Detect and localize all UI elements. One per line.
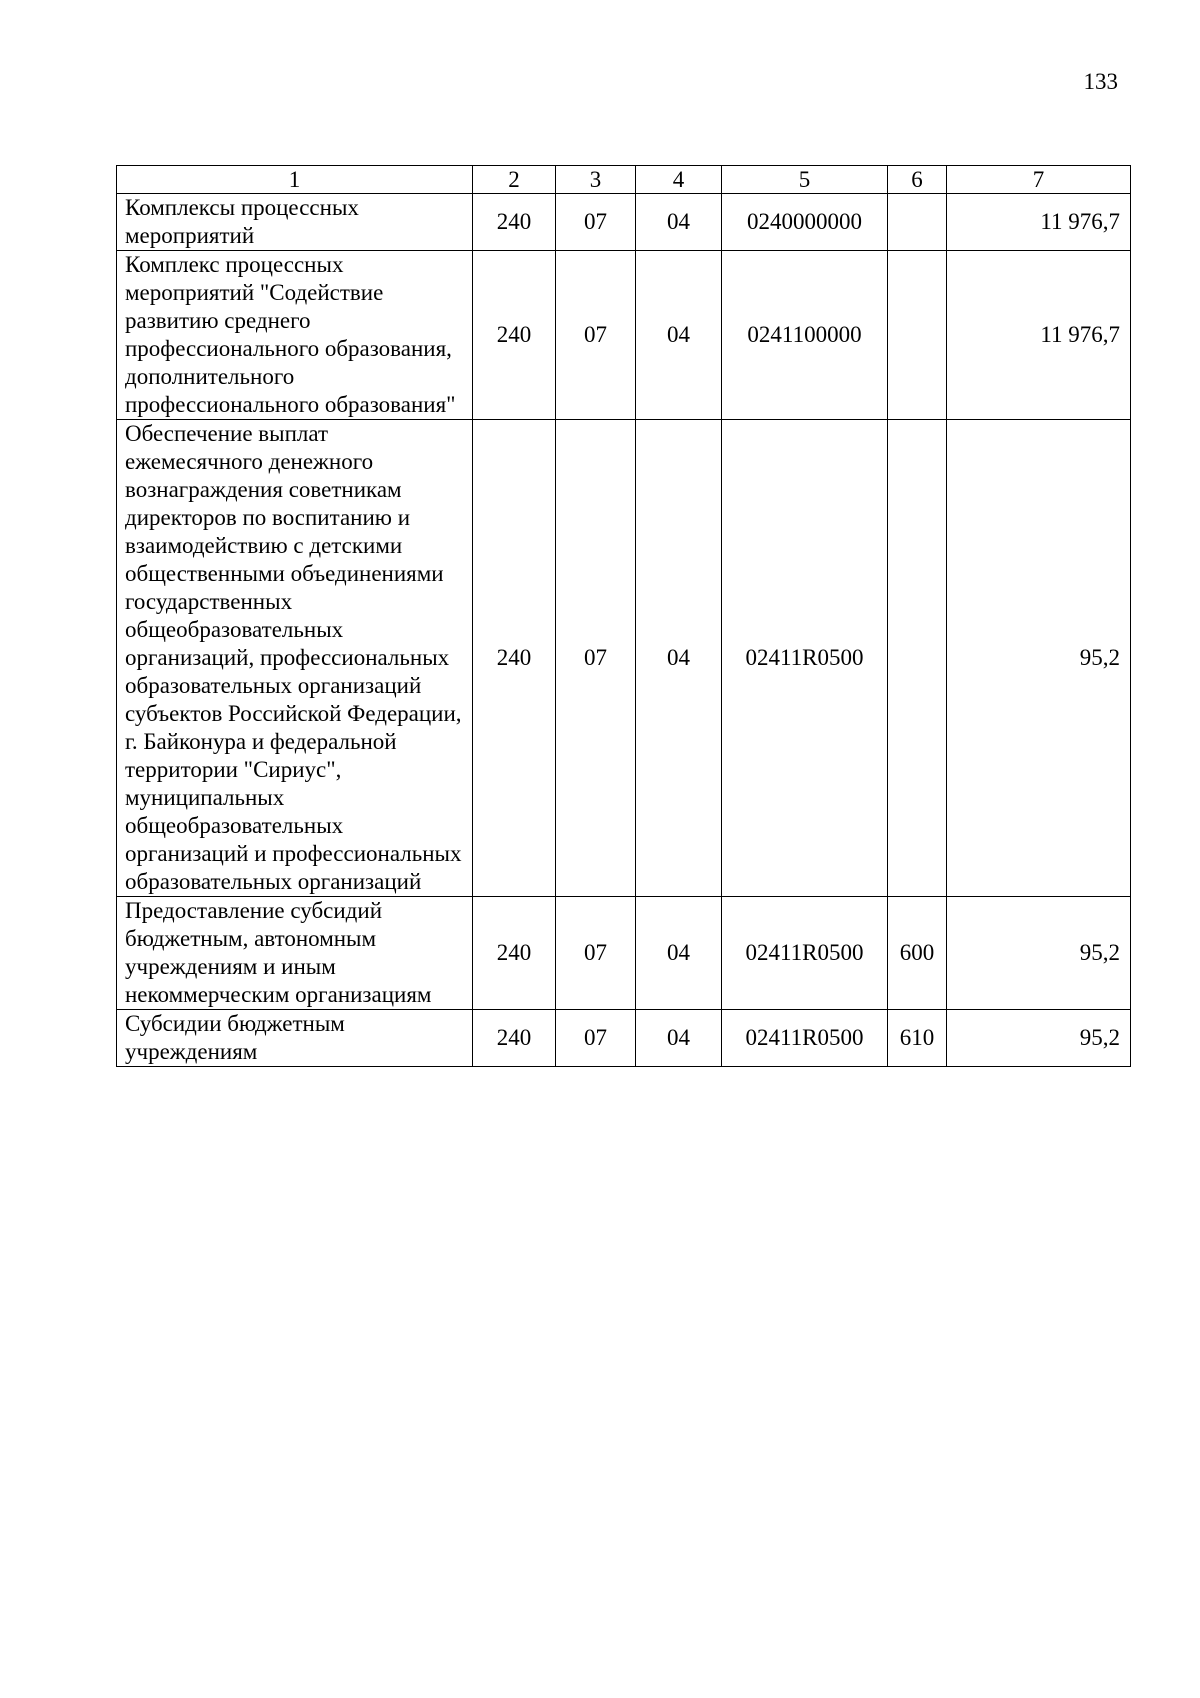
header-col-3: 3 <box>556 166 636 194</box>
row-code-6 <box>888 194 947 251</box>
row-name: Субсидии бюджетным учреждениям <box>117 1010 473 1067</box>
header-col-2: 2 <box>473 166 556 194</box>
row-code-3: 07 <box>556 194 636 251</box>
row-amount: 95,2 <box>947 420 1131 897</box>
row-code-2: 240 <box>473 420 556 897</box>
row-code-3: 07 <box>556 420 636 897</box>
table-row <box>117 194 1131 251</box>
row-code-5: 0241100000 <box>722 251 888 420</box>
row-code-5: 02411R0500 <box>722 420 888 897</box>
header-col-1: 1 <box>117 166 473 194</box>
header-col-7: 7 <box>947 166 1131 194</box>
row-code-5: 02411R0500 <box>722 897 888 1010</box>
row-code-4: 04 <box>636 251 722 420</box>
row-code-3: 07 <box>556 897 636 1010</box>
row-code-2: 240 <box>473 897 556 1010</box>
row-amount: 11 976,7 <box>947 251 1131 420</box>
header-col-4: 4 <box>636 166 722 194</box>
header-col-5: 5 <box>722 166 888 194</box>
row-name: Предоставление субсидий бюджетным, автономным учреждениям и иным некоммерческим организациям <box>117 897 473 1010</box>
row-code-6 <box>888 420 947 897</box>
row-code-5: 02411R0500 <box>722 1010 888 1067</box>
table-row <box>117 1010 1131 1067</box>
table-row <box>117 420 1131 897</box>
row-amount: 95,2 <box>947 1010 1131 1067</box>
row-code-2: 240 <box>473 194 556 251</box>
table-header-row <box>117 166 1131 194</box>
row-code-4: 04 <box>636 194 722 251</box>
row-code-4: 04 <box>636 1010 722 1067</box>
row-name: Комплексы процессных мероприятий <box>117 194 473 251</box>
table-row <box>117 251 1131 420</box>
row-amount: 11 976,7 <box>947 194 1131 251</box>
row-code-3: 07 <box>556 251 636 420</box>
budget-table <box>116 165 1131 1067</box>
row-name: Обеспечение выплат ежемесячного денежного вознаграждения советникам директоров по воспитанию и взаимодействию с детскими общественными объединениями государственных общеобразовательных организаций, профессиональных образовательных организаций субъектов Российской Федерации, г. Байконура и федеральной территории "Сириус", муниципальных общеобразовательных организаций и профессиональных образовательных организаций <box>117 420 473 897</box>
row-amount: 95,2 <box>947 897 1131 1010</box>
row-code-6: 600 <box>888 897 947 1010</box>
row-code-6: 610 <box>888 1010 947 1067</box>
row-name: Комплекс процессных мероприятий "Содействие развитию среднего профессионального образования, дополнительного профессионального образования" <box>117 251 473 420</box>
row-code-2: 240 <box>473 1010 556 1067</box>
row-code-4: 04 <box>636 897 722 1010</box>
row-code-5: 0240000000 <box>722 194 888 251</box>
row-code-4: 04 <box>636 420 722 897</box>
header-col-6: 6 <box>888 166 947 194</box>
page-number: 133 <box>1083 69 1118 94</box>
table-row <box>117 897 1131 1010</box>
row-code-6 <box>888 251 947 420</box>
row-code-3: 07 <box>556 1010 636 1067</box>
row-code-2: 240 <box>473 251 556 420</box>
